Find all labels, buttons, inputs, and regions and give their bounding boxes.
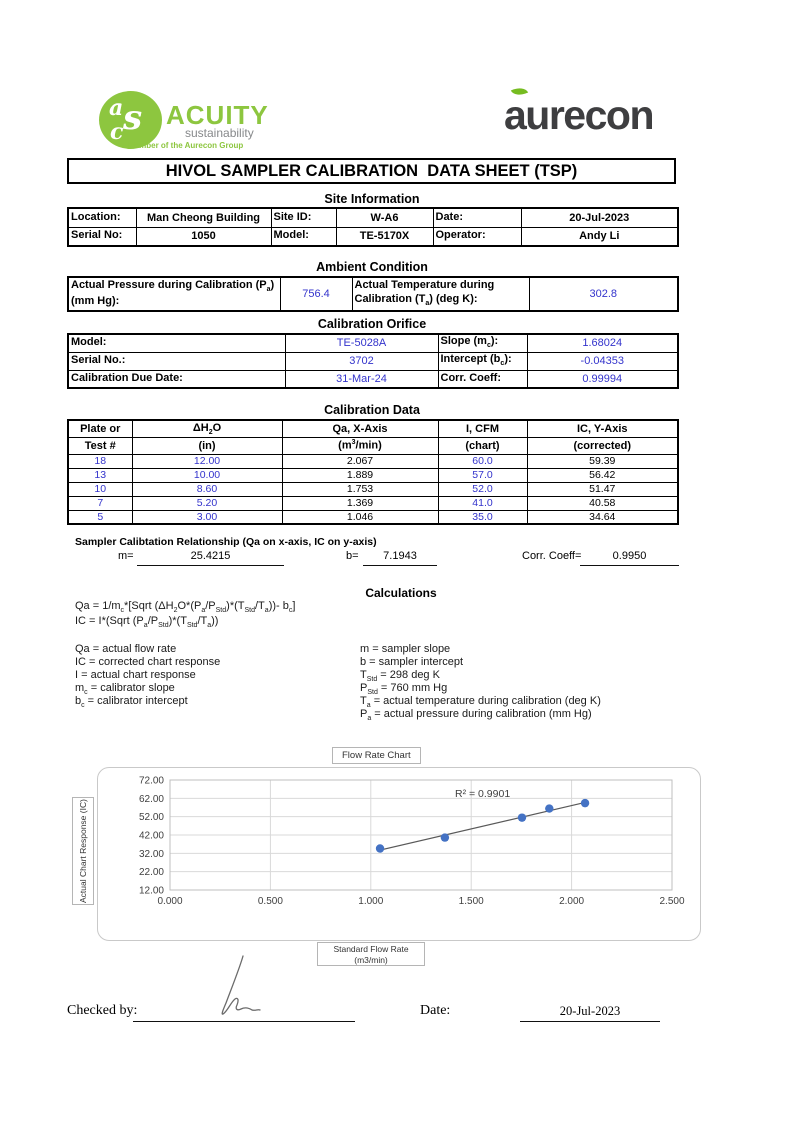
table-header-row — [68, 420, 678, 437]
corr-value: 0.9950 — [612, 550, 647, 562]
b-label: b= — [346, 550, 359, 562]
site-information-heading: Site Information — [324, 192, 420, 206]
table-row — [68, 496, 678, 510]
calculations-heading: Calculations — [365, 586, 437, 600]
serial-no-value: 1050 — [136, 227, 271, 246]
date-label: Date: — [433, 208, 521, 227]
table-row — [68, 227, 678, 246]
svg-text:2.000: 2.000 — [559, 896, 585, 907]
svg-text:32.00: 32.00 — [138, 848, 164, 860]
cell-ic: 51.47 — [527, 482, 678, 496]
acuity-monogram-a: a — [109, 95, 124, 121]
formula-qa: $Qa = 1/m_c*[Sqrt$ $(\Delta H_2O*(P_a/P_{Std})*(T_{Std}/T_a))-$ $b_c$] — [75, 600, 296, 615]
cell-dh2o: 10.00 — [132, 468, 282, 482]
cell-qa: 1.889 — [282, 468, 438, 482]
cell-dh2o: 5.20 — [132, 496, 282, 510]
definition-pstd: $P_{Std} = 760$ mm Hg — [360, 682, 448, 697]
svg-text:2.500: 2.500 — [659, 896, 685, 907]
orifice-serial-label: Serial No.: — [68, 352, 285, 370]
page-title: HIVOL SAMPLER CALIBRATION DATA SHEET (TSP) — [67, 158, 676, 184]
col-corrected-subheader: (corrected) — [527, 437, 678, 454]
definition-mc: $m_c$ = calibrator slope — [75, 682, 175, 697]
ambient-condition-heading: Ambient Condition — [316, 260, 428, 274]
calibration-data-heading: Calibration Data — [324, 403, 420, 417]
checked-by-label: Checked by: — [67, 1003, 138, 1018]
definition-pa: $P_a$ = actual pressure during calibration (mm Hg) — [360, 708, 592, 723]
relationship-heading: Sampler Calibtation Relationship (Qa on x-axis, IC on y-axis) — [75, 536, 377, 548]
pressure-value: 756.4 — [280, 277, 352, 311]
definition-m: m = sampler slope — [360, 643, 451, 655]
corr-underline — [580, 565, 679, 566]
cell-test: 18 — [68, 454, 132, 468]
calibration-orifice-heading: Calibration Orifice — [317, 317, 427, 331]
col-m3min-subheader: $(m^3/\min)$ — [282, 437, 438, 454]
corr-label: Corr. Coeff= — [522, 550, 582, 562]
acuity-monogram-s: s — [123, 98, 143, 138]
table-row — [68, 370, 678, 388]
svg-text:72.00: 72.00 — [138, 775, 164, 787]
calibration-orifice-table — [67, 333, 679, 389]
m-underline — [137, 565, 284, 566]
calibration-data-table — [67, 419, 679, 525]
date-footer-value: 20-Jul-2023 — [559, 1004, 621, 1018]
slope-label: Slope $(m_c)$: — [438, 334, 527, 352]
definition-bc: $b_c$ = calibrator intercept — [75, 695, 188, 710]
acuity-logo-text: ACUITY — [166, 100, 269, 130]
cell-dh2o: 12.00 — [132, 454, 282, 468]
location-label: Location: — [68, 208, 136, 227]
operator-value: Andy Li — [521, 227, 678, 246]
acuity-member-text: Member of the Aurecon Group — [128, 141, 244, 150]
model-value: TE-5170X — [336, 227, 433, 246]
cell-ic: 40.58 — [527, 496, 678, 510]
svg-text:62.00: 62.00 — [138, 793, 164, 805]
chart-title: Flow Rate Chart — [332, 747, 421, 764]
cell-ic: 34.64 — [527, 510, 678, 524]
definition-qa: Qa = actual flow rate — [75, 643, 177, 655]
flow-rate-chart-svg — [97, 767, 699, 939]
svg-text:R² = 0.9901: R² = 0.9901 — [455, 788, 511, 800]
site-information-table — [67, 207, 679, 247]
cell-test: 7 — [68, 496, 132, 510]
corr-coeff-label: Corr. Coeff: — [438, 370, 527, 388]
table-row — [68, 334, 678, 352]
operator-label: Operator: — [433, 227, 521, 246]
definition-tstd: $T_{Std} = 298$ deg K — [360, 669, 440, 684]
table-row — [68, 208, 678, 227]
col-dh2o-header: $\Delta H_2O$ — [132, 420, 282, 437]
svg-text:1.500: 1.500 — [458, 896, 484, 907]
intercept-label: Intercept $(b_c)$: — [438, 352, 527, 370]
orifice-serial-value: 3702 — [285, 352, 438, 370]
definition-ic: IC = corrected chart response — [75, 656, 221, 668]
site-id-label: Site ID: — [271, 208, 336, 227]
cell-i: 35.0 — [438, 510, 527, 524]
orifice-model-label: Model: — [68, 334, 285, 352]
col-in-subheader: (in) — [132, 437, 282, 454]
table-row — [68, 510, 678, 524]
col-ic-header: IC, Y-Axis — [527, 420, 678, 437]
site-id-value: W-A6 — [336, 208, 433, 227]
date-line — [520, 1021, 660, 1022]
definition-i: I = actual chart response — [75, 669, 196, 681]
table-row — [68, 277, 678, 311]
col-i-header: I, CFM — [438, 420, 527, 437]
date-footer-label: Date: — [420, 1003, 451, 1018]
cell-qa: 1.046 — [282, 510, 438, 524]
col-test-subheader: Test # — [68, 437, 132, 454]
table-row — [68, 352, 678, 370]
svg-text:0.000: 0.000 — [157, 896, 183, 907]
cell-ic: 56.42 — [527, 468, 678, 482]
due-date-label: Calibration Due Date: — [68, 370, 285, 388]
b-value: 7.1943 — [383, 550, 417, 562]
table-row — [68, 454, 678, 468]
pressure-label: Actual Pressure during Calibration $(P_a)$ (mm Hg): — [68, 277, 280, 311]
table-header-row — [68, 437, 678, 454]
cell-qa: 2.067 — [282, 454, 438, 468]
acuity-monogram-c: c — [110, 119, 124, 145]
model-label: Model: — [271, 227, 336, 246]
chart-y-axis-label: Actual Chart Response (IC) — [72, 797, 94, 905]
table-row — [68, 468, 678, 482]
temperature-label: Actual Temperature during Calibration $(T_a)$ (deg K): — [352, 277, 529, 311]
cell-dh2o: 3.00 — [132, 510, 282, 524]
acuity-tagline: sustainability — [185, 126, 254, 140]
cell-i: 57.0 — [438, 468, 527, 482]
col-chart-subheader: (chart) — [438, 437, 527, 454]
cell-qa: 1.753 — [282, 482, 438, 496]
col-plate-header: Plate or — [68, 420, 132, 437]
svg-text:0.500: 0.500 — [257, 896, 283, 907]
serial-no-label: Serial No: — [68, 227, 136, 246]
aurecon-logo-text: aurecon — [504, 92, 653, 138]
svg-text:22.00: 22.00 — [138, 867, 164, 879]
definition-b: b = sampler intercept — [360, 656, 464, 668]
cell-dh2o: 8.60 — [132, 482, 282, 496]
col-qa-header: Qa, X-Axis — [282, 420, 438, 437]
cell-test: 10 — [68, 482, 132, 496]
svg-text:12.00: 12.00 — [138, 885, 164, 897]
formula-ic: IC = I*(Sqrt $(P_a/P_{Std})*(T_{Std}/T_a)$) — [75, 615, 219, 630]
m-label: m= — [118, 550, 134, 562]
cell-test: 5 — [68, 510, 132, 524]
cell-i: 52.0 — [438, 482, 527, 496]
cell-test: 13 — [68, 468, 132, 482]
cell-qa: 1.369 — [282, 496, 438, 510]
chart-x-axis-label — [317, 942, 425, 966]
definition-ta: $T_a$ = actual temperature during calibration (deg K) — [360, 695, 601, 710]
svg-text:52.00: 52.00 — [138, 812, 164, 824]
b-underline — [363, 565, 437, 566]
chart-x-axis-label-line1: Standard Flow Rate — [333, 944, 409, 954]
svg-text:1.000: 1.000 — [358, 896, 384, 907]
temperature-value: 302.8 — [529, 277, 678, 311]
intercept-value: -0.04353 — [527, 352, 678, 370]
location-value: Man Cheong Building — [136, 208, 271, 227]
table-row — [68, 482, 678, 496]
orifice-model-value: TE-5028A — [285, 334, 438, 352]
cell-i: 41.0 — [438, 496, 527, 510]
slope-value: 1.68024 — [527, 334, 678, 352]
date-value: 20-Jul-2023 — [521, 208, 678, 227]
chart-x-axis-label-line2: (m3/min) — [354, 955, 388, 965]
cell-i: 60.0 — [438, 454, 527, 468]
cell-ic: 59.39 — [527, 454, 678, 468]
m-value: 25.4215 — [190, 550, 231, 562]
signature — [197, 953, 275, 1023]
corr-coeff-value: 0.99994 — [527, 370, 678, 388]
due-date-value: 31-Mar-24 — [285, 370, 438, 388]
ambient-condition-table — [67, 276, 679, 312]
svg-text:42.00: 42.00 — [138, 830, 164, 842]
